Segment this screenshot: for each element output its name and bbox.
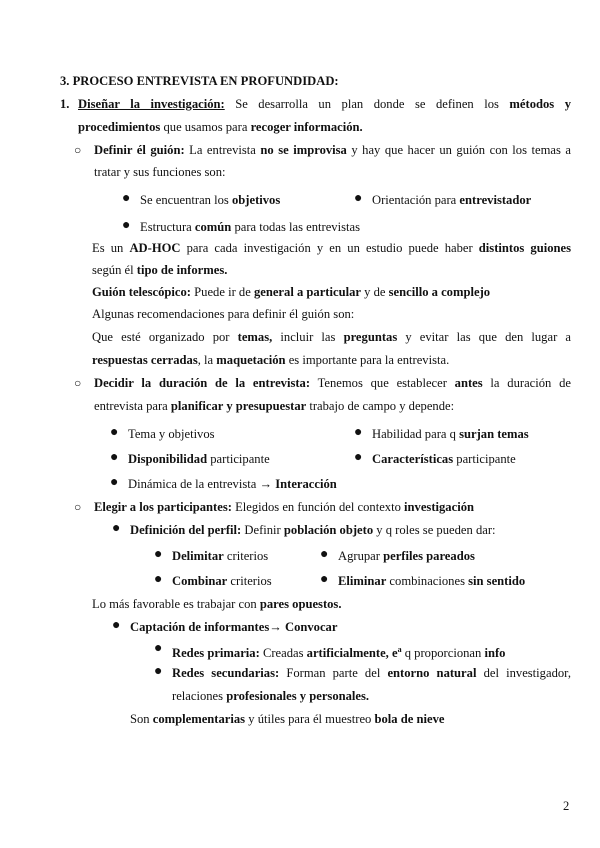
duracion-line1: Decidir la duración de la entrevista: Tenemos que establecer antes la duración de (94, 376, 571, 390)
bullet-icon: ● (154, 572, 163, 587)
design-paragraph-line2: procedimientos que usamos para recoger información. (78, 120, 363, 134)
circle-bullet-icon: ○ (74, 376, 82, 390)
complementarias-line: Son complementarias y útiles para él muestreo bola de nieve (130, 712, 445, 726)
list-number: 1. (60, 97, 70, 111)
bullet-icon: ● (112, 521, 121, 536)
redes-secundarias-line2: relaciones profesionales y personales. (172, 689, 370, 703)
guion-telescopico-line: Guión telescópico: Puede ir de general a particular y de sencillo a complejo (92, 285, 491, 299)
bullet-icon: ● (154, 641, 163, 656)
circle-bullet-icon: ○ (74, 143, 82, 157)
page-number: 2 (563, 799, 570, 813)
bullet-icon: ● (110, 475, 119, 490)
circle-bullet-icon: ○ (74, 500, 82, 514)
duracion-item-dinamica: Dinámica de la entrevista → Interacción (128, 477, 337, 491)
pares-opuestos-line: Lo más favorable es trabajar con pares opuestos. (92, 597, 342, 611)
guion-item-objetivos: Se encuentran los objetivos (140, 193, 281, 207)
bullet-icon: ● (154, 664, 163, 679)
adhoc-line: Es un AD-HOC para cada investigación y en un estudio puede haber distintos guiones (92, 241, 572, 255)
criterio-agrupar: Agrupar perfiles pareados (338, 549, 475, 563)
perfil-line: Definición del perfil: Definir población objeto y q roles se pueden dar: (130, 523, 496, 537)
bullet-icon: ● (112, 618, 121, 633)
section-heading: 3. PROCESO ENTREVISTA EN PROFUNDIDAD: (60, 74, 339, 88)
respuestas-line: respuestas cerradas, la maquetación es importante para la entrevista. (92, 353, 450, 367)
guion-line1: Definir él guión: La entrevista no se improvisa y hay que hacer un guión con los temas a (94, 143, 571, 157)
criterio-combinar: Combinar criterios (172, 574, 272, 588)
bullet-icon: ● (354, 191, 363, 206)
criterio-delimitar: Delimitar criterios (172, 549, 269, 563)
bullet-icon: ● (354, 450, 363, 465)
bullet-icon: ● (122, 191, 131, 206)
guion-item-estructura: Estructura común para todas las entrevistas (140, 220, 360, 234)
redes-primaria-line: Redes primaria: Creadas artificialmente, $e^a$ q proporcionan info (172, 645, 506, 661)
duracion-line2: entrevista para planificar y presupuestar trabajo de campo y depende: (94, 399, 455, 413)
participantes-line: Elegir a los participantes: Elegidos en función del contexto investigación (94, 500, 474, 514)
duracion-item-disponibilidad: Disponibilidad participante (128, 452, 270, 466)
bullet-icon: ● (154, 547, 163, 562)
criterio-eliminar: Eliminar combinaciones sin sentido (338, 574, 526, 588)
bullet-icon: ● (110, 425, 119, 440)
bullet-icon: ● (110, 450, 119, 465)
bullet-icon: ● (354, 425, 363, 440)
duracion-item-habilidad: Habilidad para q surjan temas (372, 427, 529, 441)
redes-secundarias-line1: Redes secundarias: Forman parte del entorno natural del investigador, (172, 666, 571, 680)
duracion-item-tema: Tema y objetivos (128, 427, 215, 441)
organizado-line: Que esté organizado por temas, incluir las preguntas y evitar las que den lugar a (92, 330, 571, 344)
duracion-item-caracteristicas: Características participante (372, 452, 516, 466)
design-paragraph-line1: Diseñar la investigación: Se desarrolla un plan donde se definen los métodos y (78, 97, 571, 111)
captacion-line: Captación de informantes→ Convocar (130, 620, 338, 634)
bullet-icon: ● (122, 218, 131, 233)
bullet-icon: ● (320, 547, 329, 562)
guion-line2: tratar y sus funciones son: (94, 165, 226, 179)
recomendaciones-line: Algunas recomendaciones para definir él guión son: (92, 307, 355, 321)
guion-item-orientacion: Orientación para entrevistador (372, 193, 532, 207)
bullet-icon: ● (320, 572, 329, 587)
tipo-informes-line: según él tipo de informes. (92, 263, 228, 277)
